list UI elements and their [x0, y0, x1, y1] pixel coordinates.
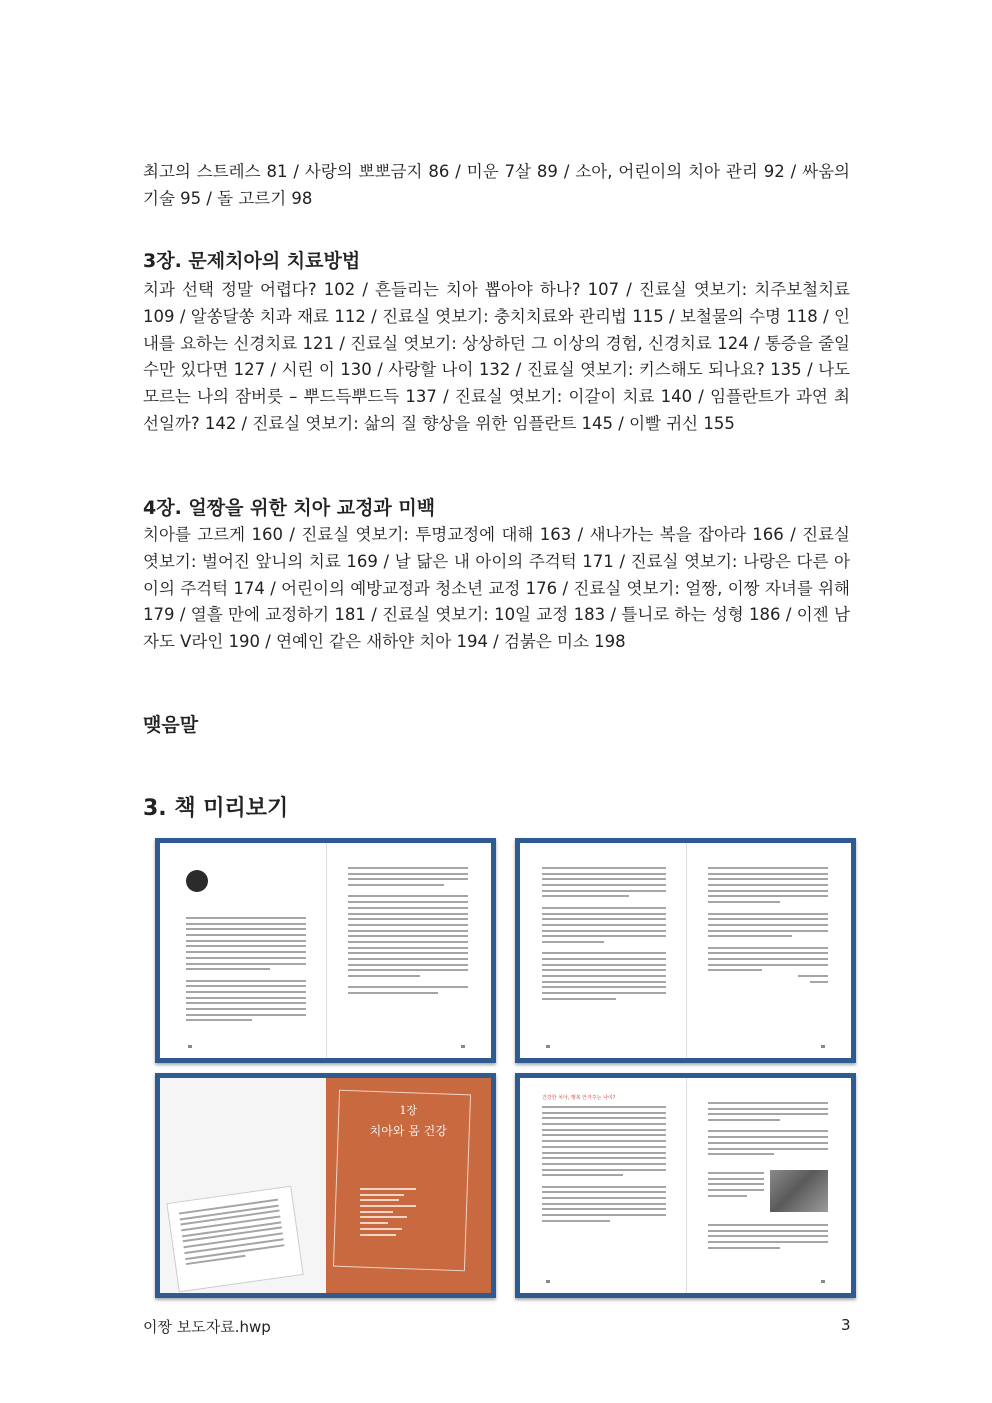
spread-4-left-text	[542, 1106, 666, 1225]
spread-2-right-page	[686, 843, 852, 1058]
chapter-contents-list	[360, 1188, 416, 1239]
footer-page-number: 3	[841, 1316, 851, 1334]
page-number-mark	[461, 1045, 465, 1048]
page-number-mark	[546, 1045, 550, 1048]
spread-4-right-text-top	[708, 1102, 828, 1159]
spread-4-section-heading: 건강한 치아, 행복 안겨주는 나이?	[542, 1095, 616, 1101]
spread-4-right-text-bottom	[708, 1224, 828, 1252]
chapter-badge-icon	[186, 870, 208, 892]
spread-2-right-text	[708, 867, 828, 986]
toc-continued-text: 최고의 스트레스 81 / 사랑의 뽀뽀금지 86 / 미운 7살 89 / 소아, 어린이의 치아 관리 92 / 싸움의 기술 95 / 돌 고르기 98	[143, 162, 850, 208]
spread-3-left-page	[160, 1078, 326, 1293]
chapter-4-title: 4장. 얼짱을 위한 치아 교정과 미백	[143, 497, 436, 519]
epilogue-title: 맺음말	[143, 714, 199, 736]
spread-4-right-text-side	[708, 1172, 764, 1200]
chapter-number: 1장	[399, 1104, 418, 1117]
book-spread-3	[155, 1073, 496, 1298]
book-spread-4	[515, 1073, 856, 1298]
spread-2-left-page	[520, 843, 686, 1058]
photo-image	[770, 1170, 828, 1212]
tilted-note-card	[166, 1186, 303, 1293]
spread-3-right-page	[326, 1078, 492, 1293]
note-card-text	[179, 1199, 286, 1269]
spread-4-left-page	[520, 1078, 686, 1293]
chapter-title: 치아와 몸 건강	[369, 1124, 447, 1138]
spread-1-left-page	[160, 843, 326, 1058]
book-spread-1	[155, 838, 496, 1063]
page-number-mark	[188, 1045, 192, 1048]
chapter-4-contents: 치아를 고르게 160 / 진료실 엿보기: 투명교정에 대해 163 / 새나가는 복을 잡아라 166 / 진료실 엿보기: 벌어진 앞니의 치료 169 / 날 닮은 내 아이의 주걱턱 171 / 진료실 엿보기: 나랑은 다른 아이의 주걱턱 174 / 어린이의 예방교정과 청소년 교정 176 / 진료실 엿보기: 얼짱, 이짱 자녀를 위해 179 / 열흘 만에 교정하기 181 / 진료실 엿보기: 10일 교정 183 / 틀니로 하는 성형 186 / 이젠 남자도 V라인 190 / 연예인 같은 새하얀 치아 194 / 검붉은 미소 198	[143, 525, 850, 652]
spread-2-left-text	[542, 867, 666, 1004]
spread-4-right-page	[686, 1078, 852, 1293]
page-number-mark	[821, 1045, 825, 1048]
page-number-mark	[546, 1280, 550, 1283]
chapter-3-contents: 치과 선택 정말 어렵다? 102 / 흔들리는 치아 뽑아야 하나? 107 / 진료실 엿보기: 치주보철치료 109 / 알쏭달쏭 치과 재료 112 / 진료실 엿보기: 충치치료와 관리법 115 / 보철물의 수명 118 / 인내를 요하는 신경치료 121 / 진료실 엿보기: 상상하던 그 이상의 경험, 신경치료 124 / 통증을 줄일 수만 있다면 127 / 시린 이 130 / 사랑할 나이 132 / 진료실 엿보기: 키스해도 되나요? 135 / 나도 모르는 나의 잠버릇 – 뿌드득뿌드득 137 / 진료실 엿보기: 이갈이 치료 140 / 임플란트가 과연 최선일까? 142 / 진료실 엿보기: 삶의 질 향상을 위한 임플란트 145 / 이빨 귀신 155	[143, 280, 850, 433]
spread-1-right-text	[348, 867, 468, 998]
page-number-mark	[821, 1280, 825, 1283]
book-spread-2	[515, 838, 856, 1063]
spread-1-left-text	[186, 917, 306, 1025]
preview-section-title: 3. 책 미리보기	[143, 796, 289, 821]
spread-1-right-page	[326, 843, 492, 1058]
chapter-3-title: 3장. 문제치아의 치료방법	[143, 250, 361, 272]
footer-filename: 이짱 보도자료.hwp	[143, 1318, 271, 1336]
